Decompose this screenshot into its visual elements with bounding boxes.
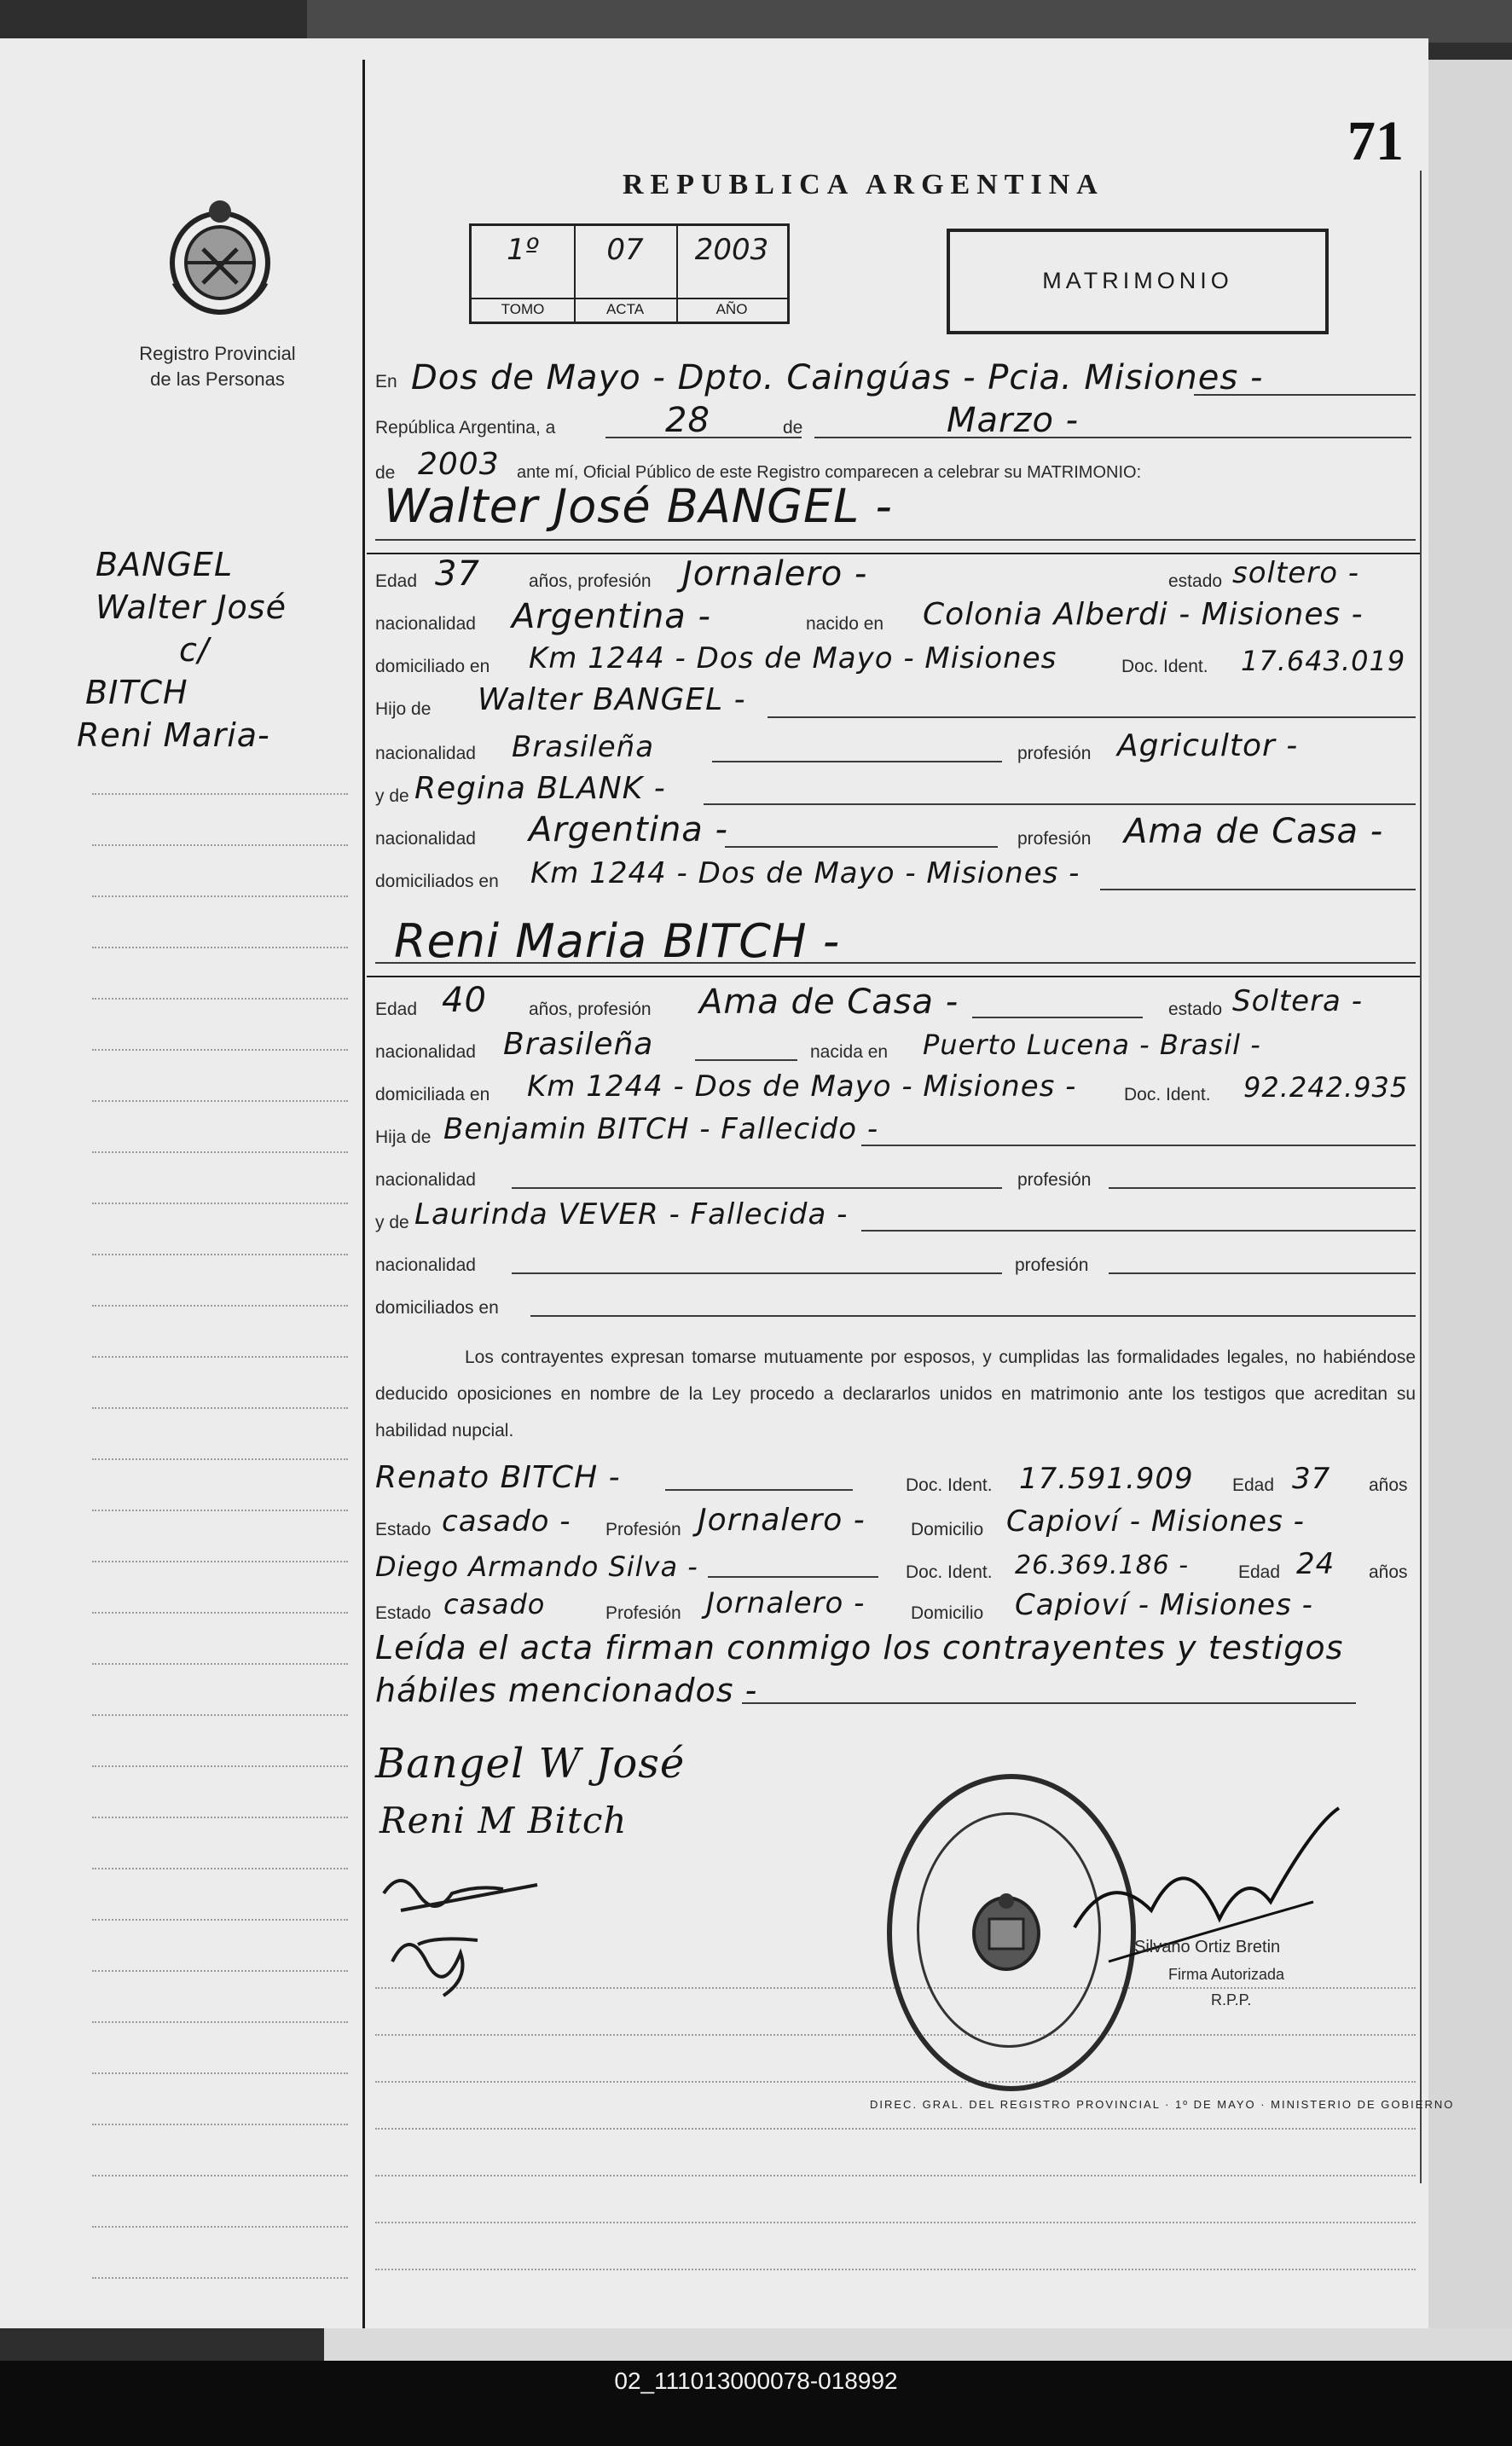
groom-doc: 17.643.019 — [1241, 645, 1406, 677]
groom-nacionalidad: Argentina - — [512, 597, 711, 636]
tomo-acta-ano-box — [469, 223, 790, 324]
bride-estado: Soltera - — [1232, 984, 1363, 1018]
groom-padre-prof: Agricultor - — [1117, 728, 1299, 763]
bride-padre-label: Hija de — [375, 1127, 432, 1147]
groom-padres-dom: Km 1244 - Dos de Mayo - Misiones - — [530, 856, 1080, 890]
witness1-doc-label: Doc. Ident. — [906, 1475, 993, 1495]
bride-madre: Laurinda VEVER - Fallecida - — [414, 1197, 849, 1232]
bride-padres-dom-label: domiciliados en — [375, 1298, 499, 1318]
place-field: Dos de Mayo - Dpto. Caingúas - Pcia. Misiones - — [411, 358, 1264, 397]
witness2-edad: 24 — [1296, 1547, 1335, 1581]
bride-doc: 92.242.935 — [1243, 1071, 1409, 1104]
bride-domicilio: Km 1244 - Dos de Mayo - Misiones - — [527, 1069, 1077, 1104]
groom-dom-label: domiciliado en — [375, 657, 490, 676]
bride-edad: 40 — [442, 981, 487, 1020]
binding-top — [307, 0, 1512, 43]
registry-name: Registro Provincial de las Personas — [139, 343, 296, 390]
margin-rule — [362, 60, 365, 2328]
groom-doc-label: Doc. Ident. — [1121, 657, 1208, 676]
witness2-profesion: Jornalero - — [706, 1586, 866, 1620]
groom-madre-prof-label: profesión — [1017, 829, 1092, 849]
official-role: Firma Autorizada — [1168, 1966, 1285, 1983]
witness1-profesion: Jornalero - — [698, 1503, 866, 1538]
coat-of-arms-icon — [162, 198, 278, 317]
bride-profesion: Ama de Casa - — [699, 982, 959, 1022]
groom-padre: Walter BANGEL - — [478, 682, 746, 717]
groom-madre-label: y de — [375, 786, 409, 806]
groom-edad-label: Edad — [375, 571, 418, 591]
groom-profesion-label: años, profesión — [529, 571, 652, 591]
groom-padre-nac: Brasileña — [512, 730, 655, 764]
witness-signatures — [367, 1859, 588, 2013]
groom-nacido: Colonia Alberdi - Misiones - — [923, 597, 1364, 632]
month-field: Marzo - — [947, 401, 1080, 440]
country-title: REPUBLICA ARGENTINA — [623, 169, 1104, 200]
witness2-name: Diego Armando Silva - — [375, 1550, 698, 1583]
witness1-estado-label: Estado — [375, 1520, 432, 1539]
bride-madre-prof-label: profesión — [1015, 1255, 1089, 1275]
official-signature — [1057, 1791, 1364, 2021]
witness2-prof-label: Profesión — [605, 1603, 681, 1623]
acta-cell: 07 ACTA — [574, 226, 678, 322]
witness1-prof-label: Profesión — [605, 1520, 681, 1539]
closing-line-2: hábiles mencionados - — [375, 1672, 758, 1709]
bride-padre: Benjamin BITCH - Fallecido - — [443, 1112, 879, 1146]
groom-madre-nac: Argentina - — [529, 810, 728, 849]
witness2-doc: 26.369.186 - — [1015, 1550, 1190, 1580]
bride-nac-label: nacionalidad — [375, 1042, 476, 1062]
witness1-anos-label: años — [1369, 1475, 1408, 1495]
groom-padre-label: Hijo de — [375, 699, 432, 719]
groom-edad: 37 — [435, 554, 480, 594]
witness1-estado: casado - — [442, 1504, 571, 1539]
witness1-doc: 17.591.909 — [1019, 1462, 1194, 1496]
witness1-edad-label: Edad — [1232, 1475, 1275, 1495]
legal-paragraph: Los contrayentes expresan tomarse mutuamente por esposos, y cumplidas las formalidades legales, no habiéndose deducido oposiciones en nombre de la Ley procedo a declararlos unidos en matrimonio ante los testigos que acreditan su habilidad nupcial. — [375, 1348, 1416, 1440]
witness2-dom-label: Domicilio — [911, 1603, 984, 1623]
bride-nacionalidad: Brasileña — [503, 1027, 654, 1062]
right-frame — [1420, 171, 1422, 2183]
republica-label: República Argentina, a — [375, 418, 556, 438]
bride-doc-label: Doc. Ident. — [1124, 1085, 1211, 1104]
stamp-emblem-icon — [968, 1889, 1045, 1974]
bride-madre-nac-label: nacionalidad — [375, 1255, 476, 1275]
paper-edge — [1428, 60, 1512, 2328]
page-bottom-edge — [324, 2328, 1512, 2362]
bride-nacida-label: nacida en — [810, 1042, 889, 1062]
de-label: de — [783, 418, 803, 438]
page-number: 71 — [1347, 110, 1404, 172]
bride-rule — [367, 976, 1420, 977]
year-field: 2003 — [418, 447, 500, 482]
groom-padres-dom-label: domiciliados en — [375, 872, 499, 891]
record-type-box: MATRIMONIO — [947, 229, 1329, 334]
bride-estado-label: estado — [1168, 1000, 1223, 1019]
ano-cell: 2003 AÑO — [676, 226, 787, 322]
witness1-edad: 37 — [1292, 1462, 1331, 1496]
bride-signature: Reni M Bitch — [379, 1800, 628, 1841]
groom-profesion: Jornalero - — [682, 554, 868, 594]
day-field: 28 — [665, 401, 710, 440]
groom-madre-nac-label: nacionalidad — [375, 829, 476, 849]
witness1-dom-label: Domicilio — [911, 1520, 984, 1539]
bride-dom-label: domiciliada en — [375, 1085, 490, 1104]
groom-nacido-label: nacido en — [806, 614, 884, 634]
groom-nac-label: nacionalidad — [375, 614, 476, 634]
official-name: Silvano Ortiz Bretin — [1134, 1938, 1281, 1956]
bride-name: Reni Maria BITCH - — [394, 914, 841, 968]
witness2-estado-label: Estado — [375, 1603, 432, 1623]
groom-domicilio: Km 1244 - Dos de Mayo - Misiones — [529, 641, 1057, 675]
groom-madre: Regina BLANK - — [414, 771, 666, 806]
closing-line-1: Leída el acta firman conmigo los contrayentes y testigos — [375, 1629, 1344, 1666]
groom-madre-prof: Ama de Casa - — [1124, 812, 1384, 851]
bride-profesion-label: años, profesión — [529, 1000, 652, 1019]
witness2-anos-label: años — [1369, 1562, 1408, 1582]
witness1-domicilio: Capioví - Misiones - — [1006, 1504, 1305, 1539]
groom-padre-nac-label: nacionalidad — [375, 744, 476, 763]
witness2-edad-label: Edad — [1238, 1562, 1281, 1582]
groom-estado: soltero - — [1232, 556, 1360, 590]
bride-padre-prof-label: profesión — [1017, 1170, 1092, 1190]
groom-signature: Bangel W José — [375, 1740, 686, 1788]
de2-label: de — [375, 463, 396, 483]
en-label: En — [375, 372, 397, 391]
witness2-estado: casado — [443, 1588, 546, 1620]
witness2-domicilio: Capioví - Misiones - — [1015, 1588, 1313, 1622]
stamp-text: DIREC. GRAL. DEL REGISTRO PROVINCIAL · 1º DE MAYO · MINISTERIO DE GOBIERNO — [870, 2098, 1455, 2111]
witness1-name: Renato BITCH - — [375, 1460, 621, 1495]
file-caption: 02_111013000078-018992 — [0, 2361, 1512, 2446]
witness2-doc-label: Doc. Ident. — [906, 1562, 993, 1582]
bride-madre-label: y de — [375, 1213, 409, 1232]
official-office: R.P.P. — [1211, 1991, 1252, 2008]
ante-text: ante mí, Oficial Público de este Registro comparecen a celebrar su MATRIMONIO: — [517, 463, 1142, 482]
bride-edad-label: Edad — [375, 1000, 418, 1019]
tomo-cell: 1º TOMO — [472, 226, 576, 322]
bride-padre-nac-label: nacionalidad — [375, 1170, 476, 1190]
bride-nacida: Puerto Lucena - Brasil - — [923, 1029, 1261, 1061]
groom-estado-label: estado — [1168, 571, 1223, 591]
groom-rule — [367, 553, 1420, 554]
groom-name: Walter José BANGEL - — [384, 479, 893, 533]
groom-padre-prof-label: profesión — [1017, 744, 1092, 763]
